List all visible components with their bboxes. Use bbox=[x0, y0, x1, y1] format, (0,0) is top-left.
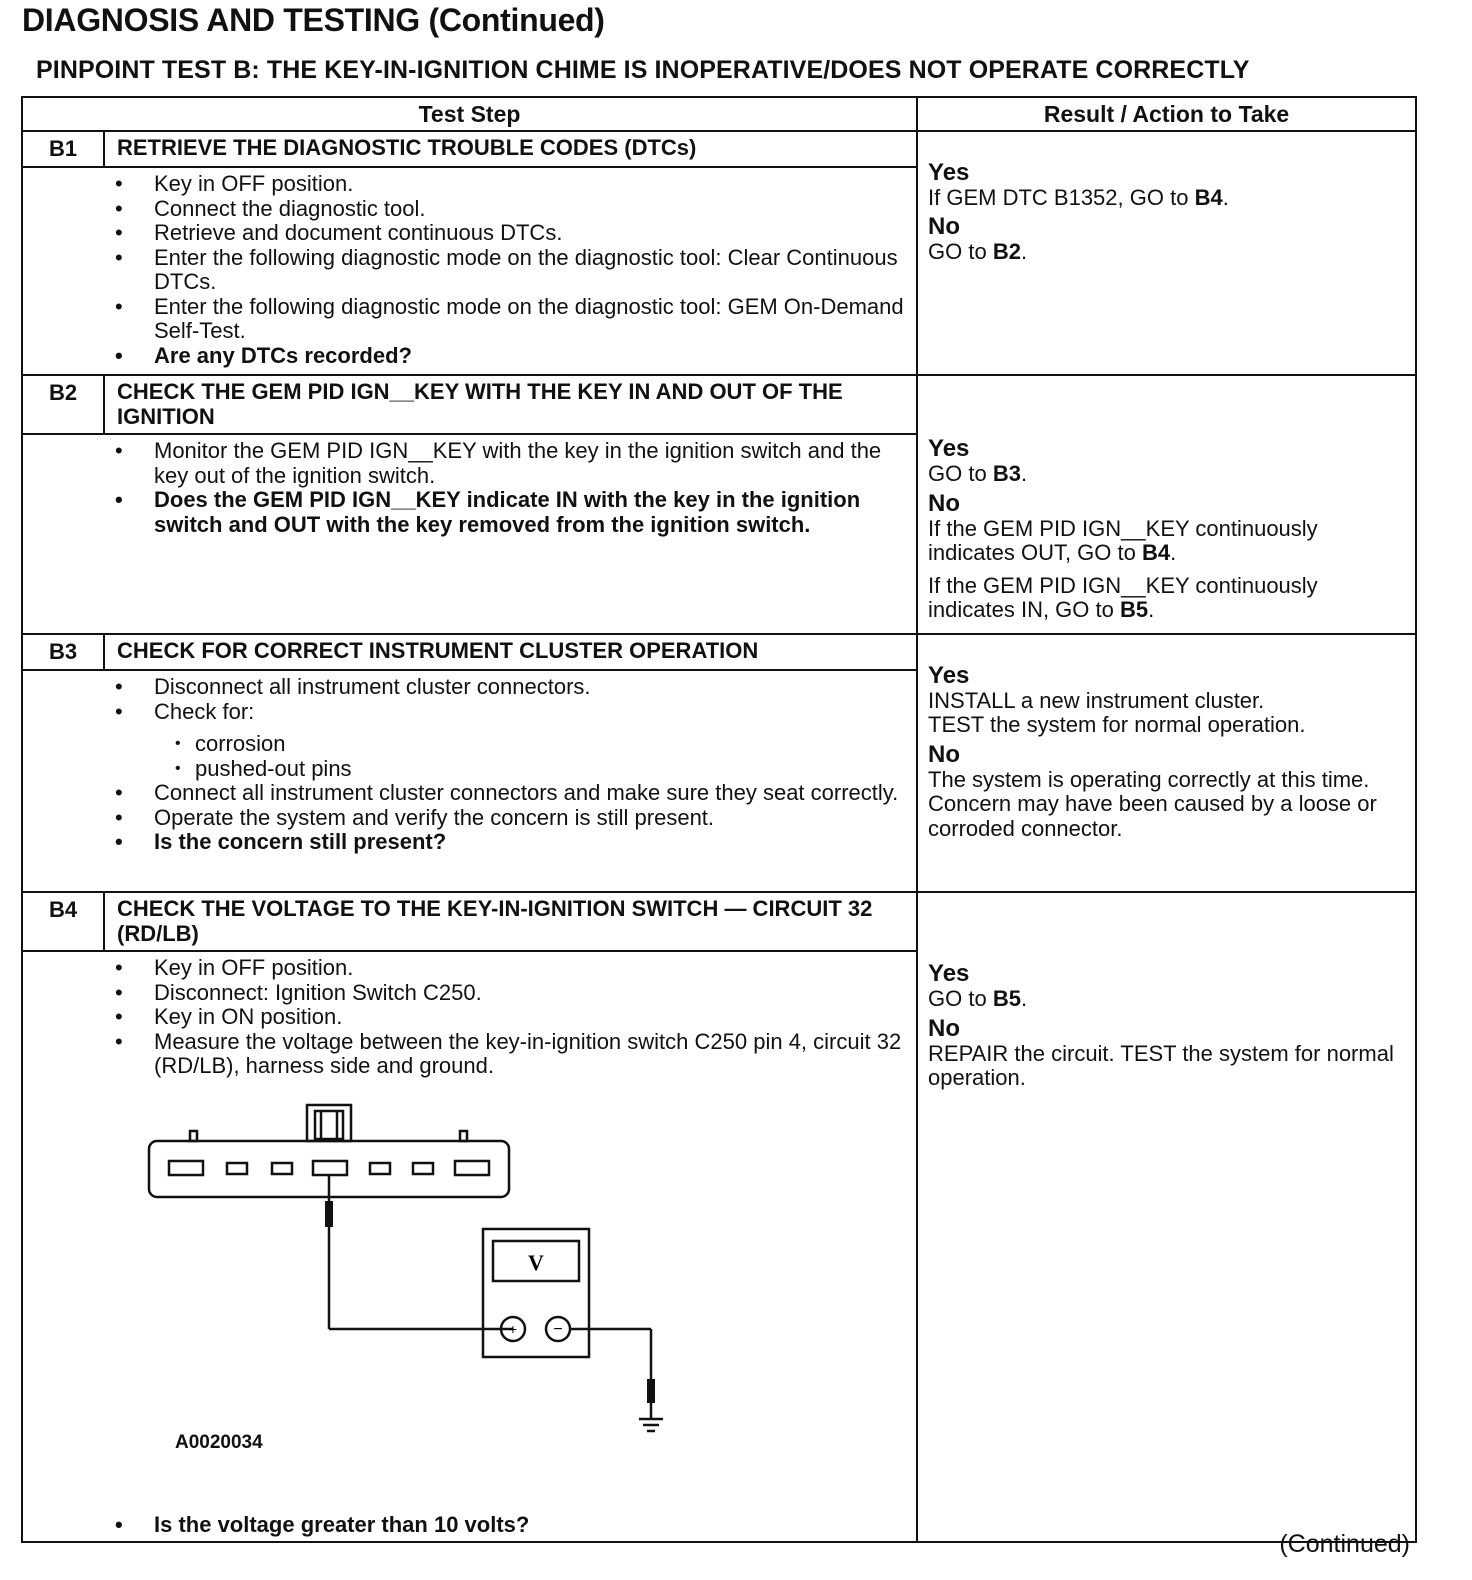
continued-label: (Continued) bbox=[1279, 1530, 1410, 1558]
step-b1-bullets bbox=[115, 172, 904, 368]
step-b2-body bbox=[22, 434, 917, 634]
col-header-test-step: Test Step bbox=[22, 97, 917, 131]
list-item: • Key in OFF position. bbox=[115, 172, 904, 197]
yes-label: Yes bbox=[928, 435, 970, 463]
list-item: • Connect the diagnostic tool. bbox=[115, 197, 904, 222]
step-title: CHECK THE VOLTAGE TO THE KEY-IN-IGNITION SWITCH — CIRCUIT 32 (RD/LB) bbox=[104, 892, 917, 951]
svg-text:+: + bbox=[508, 1320, 518, 1337]
step-question: • Are any DTCs recorded? bbox=[115, 344, 904, 369]
step-b3-result bbox=[917, 634, 1416, 892]
step-b2-bullets bbox=[115, 439, 904, 537]
yes-action: TEST the system for normal operation. bbox=[928, 712, 1306, 738]
voltmeter-label: V bbox=[528, 1249, 544, 1275]
yes-action: If GEM DTC B1352, GO to bbox=[928, 184, 1189, 210]
step-b1-title-row bbox=[22, 131, 1416, 167]
step-b3-body bbox=[22, 670, 917, 892]
step-question: • Is the concern still present? bbox=[115, 830, 904, 855]
step-b3-title-row bbox=[22, 634, 1416, 670]
step-b4-question bbox=[115, 1513, 904, 1538]
col-header-result: Result / Action to Take bbox=[917, 97, 1416, 131]
yes-label: Yes bbox=[928, 661, 970, 689]
probe-tip bbox=[647, 1379, 655, 1403]
step-b3-bullets-2 bbox=[115, 781, 904, 855]
no-action: The system is operating correctly at this time. Concern may have been caused by a loose or corroded connector. bbox=[928, 766, 1377, 841]
step-title: RETRIEVE THE DIAGNOSTIC TROUBLE CODES (DTCs) bbox=[104, 131, 917, 167]
list-item: • Monitor the GEM PID IGN__KEY with the key in the ignition switch and the key out of the ignition switch. bbox=[115, 439, 904, 488]
connector-tab bbox=[460, 1131, 467, 1141]
list-item: • Operate the system and verify the concern is still present. bbox=[115, 806, 904, 831]
connector-pin bbox=[272, 1163, 292, 1174]
step-b2-title-row bbox=[22, 375, 1416, 434]
step-id: B3 bbox=[22, 634, 104, 670]
yes-label: Yes bbox=[928, 158, 970, 186]
list-item: • Check for: bbox=[115, 700, 904, 725]
step-ref: B4 bbox=[1194, 184, 1223, 210]
voltmeter bbox=[483, 1229, 589, 1357]
step-ref: B2 bbox=[992, 239, 1021, 264]
list-item: • Enter the following diagnostic mode on the diagnostic tool: GEM On-Demand Self-Test. bbox=[115, 295, 904, 344]
list-item: • Retrieve and document continuous DTCs. bbox=[115, 221, 904, 246]
step-ref: B4 bbox=[1142, 540, 1171, 566]
pinpoint-test-table bbox=[21, 96, 1417, 1543]
step-ref: B5 bbox=[992, 986, 1021, 1011]
sub-list bbox=[115, 732, 904, 781]
no-action: If the GEM PID IGN__KEY continuously indicates OUT, GO to bbox=[928, 515, 1318, 566]
list-item: • Key in ON position. bbox=[115, 1005, 904, 1030]
probe-tip bbox=[325, 1201, 333, 1227]
no-action: GO to bbox=[928, 239, 987, 264]
connector-pin bbox=[413, 1163, 433, 1174]
step-ref: B3 bbox=[992, 461, 1021, 487]
no-label: No bbox=[928, 489, 961, 517]
list-item: • Disconnect all instrument cluster connectors. bbox=[115, 675, 904, 700]
connector-pin bbox=[227, 1163, 247, 1174]
step-b4-title-row bbox=[22, 892, 1416, 951]
step-id: B2 bbox=[22, 375, 104, 434]
voltage-measurement-figure bbox=[115, 1079, 904, 1499]
figure-id: A0020034 bbox=[175, 1431, 263, 1453]
list-item: • Enter the following diagnostic mode on the diagnostic tool: Clear Continuous DTCs. bbox=[115, 246, 904, 295]
step-title: CHECK THE GEM PID IGN__KEY WITH THE KEY IN AND OUT OF THE IGNITION bbox=[104, 375, 917, 434]
list-item: • Key in OFF position. bbox=[115, 956, 904, 981]
yes-action: INSTALL a new instrument cluster. bbox=[928, 687, 1265, 713]
no-label: No bbox=[928, 740, 961, 768]
step-title: CHECK FOR CORRECT INSTRUMENT CLUSTER OPERATION bbox=[104, 634, 917, 670]
connector-pin bbox=[370, 1163, 390, 1174]
step-b2-result: Yes GO to B3. No If the GEM PID IGN__KEY continuously indicates OUT, GO to B4. If the GEM PID IGN__KEY continuously indicates IN, GO to B5. bbox=[917, 375, 1416, 634]
list-item: • Disconnect: Ignition Switch C250. bbox=[115, 981, 904, 1006]
connector-pin bbox=[313, 1161, 347, 1175]
yes-label: Yes bbox=[928, 960, 970, 987]
no-label: No bbox=[928, 213, 961, 240]
step-b4-bullets bbox=[115, 956, 904, 1079]
step-question: • Does the GEM PID IGN__KEY indicate IN with the key in the ignition switch and OUT with the key removed from the ignition switch. bbox=[115, 488, 904, 537]
no-action: If the GEM PID IGN__KEY continuously indicates IN, GO to bbox=[928, 572, 1318, 623]
step-b4-body bbox=[22, 951, 917, 1542]
connector-pin bbox=[169, 1161, 203, 1175]
step-ref: B5 bbox=[1120, 597, 1149, 623]
connector-pin bbox=[455, 1161, 489, 1175]
step-b1-body bbox=[22, 167, 917, 375]
step-id: B1 bbox=[22, 131, 104, 167]
pinpoint-test-title: PINPOINT TEST B: THE KEY-IN-IGNITION CHIME IS INOPERATIVE/DOES NOT OPERATE CORRECTLY bbox=[36, 56, 1250, 84]
step-id: B4 bbox=[22, 892, 104, 951]
list-item: • Connect all instrument cluster connectors and make sure they seat correctly. bbox=[115, 781, 904, 806]
step-b1-result: Yes If GEM DTC B1352, GO to B4. No GO to B2. bbox=[917, 131, 1416, 375]
list-item: • Measure the voltage between the key-in-ignition switch C250 pin 4, circuit 32 (RD/LB), harness side and ground. bbox=[115, 1030, 904, 1079]
svg-text:−: − bbox=[553, 1320, 563, 1338]
sub-list-item: • corrosion bbox=[175, 732, 904, 757]
step-b3-bullets bbox=[115, 675, 904, 724]
step-question: • Is the voltage greater than 10 volts? bbox=[115, 1513, 904, 1538]
no-label: No bbox=[928, 1014, 961, 1042]
sub-list-item: • pushed-out pins bbox=[175, 757, 904, 782]
step-b4-result: Yes GO to B5. No REPAIR the circuit. TEST the system for normal operation. bbox=[917, 892, 1416, 1542]
yes-action: GO to bbox=[928, 986, 987, 1011]
page-title: DIAGNOSIS AND TESTING (Continued) bbox=[22, 2, 605, 38]
no-action: REPAIR the circuit. TEST the system for normal operation. bbox=[928, 1040, 1394, 1090]
yes-action: GO to bbox=[928, 461, 987, 487]
table-header-row bbox=[22, 97, 1416, 131]
connector-tab bbox=[190, 1131, 197, 1141]
